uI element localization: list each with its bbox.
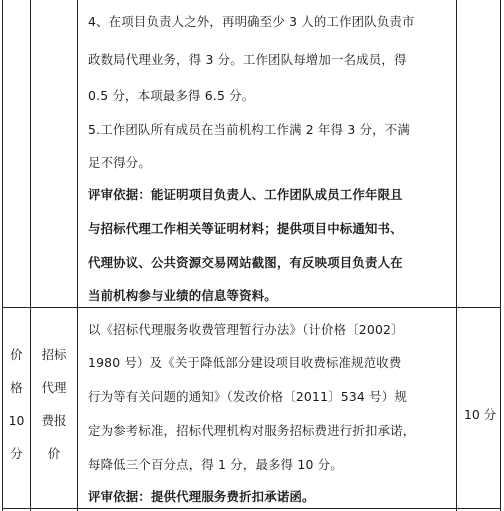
basis-line: 当前机构参与业绩的信息等资料。 <box>88 288 277 303</box>
criteria-line: 政数局代理业务，得 3 分。工作团队每增加一名成员，得 <box>88 52 407 67</box>
criteria-line: 行为等有关问题的通知》（发改价格〔2011〕534 号）规 <box>88 389 407 404</box>
basis-line: 评审依据：能证明项目负责人、工作团队成员工作年限且 <box>88 187 403 202</box>
criteria-line: 1980 号）及《关于降低部分建设项目收费标准规范收费 <box>88 355 402 370</box>
category-char: 分 <box>10 446 23 461</box>
criteria-line: 4、在项目负责人之外，再明确至少 3 人的工作团队负责市 <box>88 14 415 29</box>
criteria-line: 0.5 分，本项最多得 6.5 分。 <box>88 88 255 103</box>
item-char: 代理 <box>41 380 67 395</box>
basis-line: 代理协议、公共资源交易网站截图，有反映项目负责人在 <box>88 255 403 270</box>
criteria-line: 定为参考标准，招标代理机构对服务招标费进行折扣承诺， <box>88 423 416 438</box>
category-char: 格 <box>10 380 23 395</box>
item-char: 招标 <box>41 347 67 362</box>
basis-line: 与招标代理工作相关等证明材料；提供项目中标通知书、 <box>88 221 403 236</box>
category-char: 价 <box>10 347 23 362</box>
item-char: 费报 <box>41 413 67 428</box>
criteria-line: 足不得分。 <box>88 155 151 170</box>
basis-line: 评审依据：提供代理服务费折扣承诺函。 <box>88 489 315 504</box>
category-char: 10 <box>8 413 25 428</box>
criteria-line: 以《招标代理服务收费管理暂行办法》（计价格〔2002〕 <box>88 322 404 337</box>
score-cell: 10 分 <box>464 407 497 422</box>
criteria-line: 每降低三个百分点，得 1 分，最多得 10 分。 <box>88 457 343 472</box>
criteria-line: 5.工作团队所有成员在当前机构工作满 2 年得 3 分，不满 <box>88 122 410 137</box>
item-char: 价 <box>47 446 61 461</box>
